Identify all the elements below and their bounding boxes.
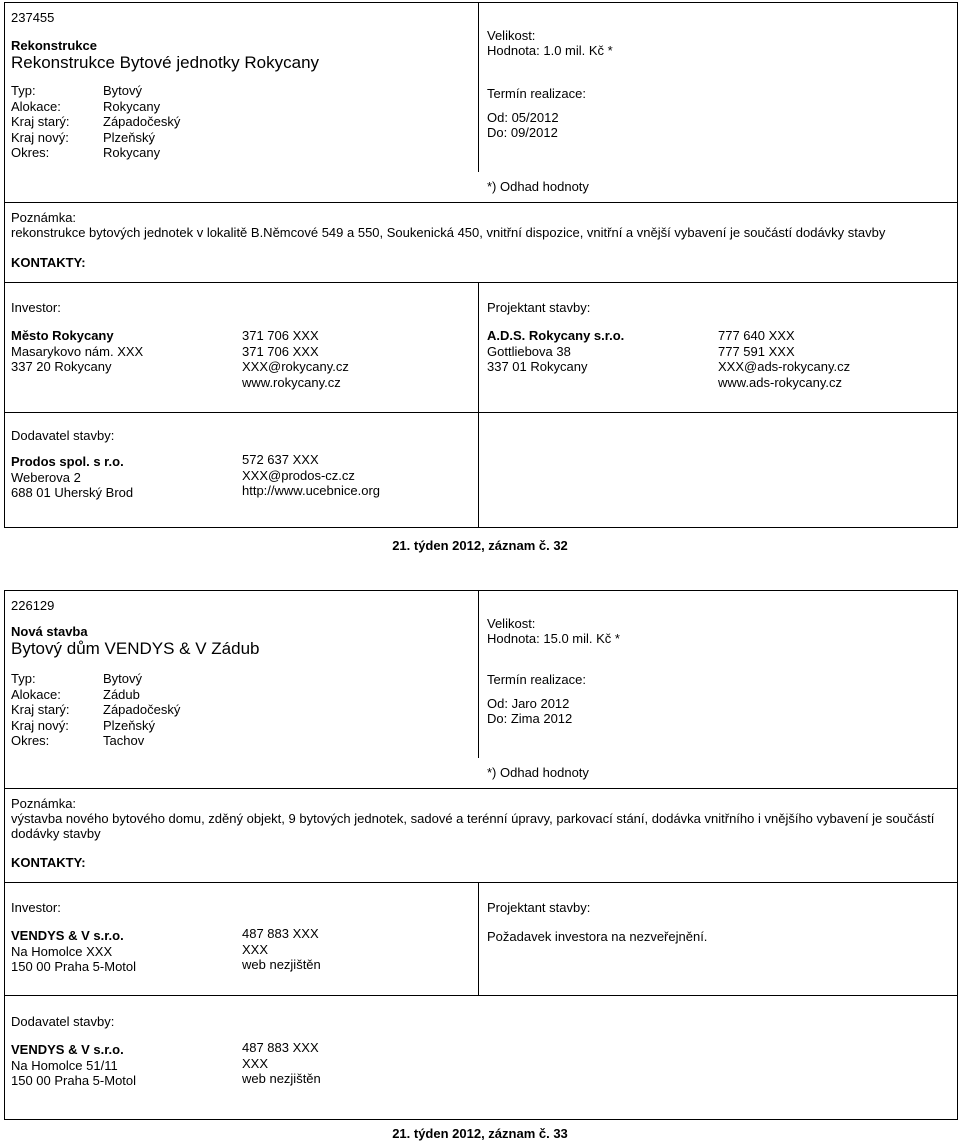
supplier-address (11, 454, 133, 501)
field-value: Rokycany (103, 145, 161, 160)
investor-name: VENDYS & V s.r.o. (11, 928, 124, 943)
term-label: Termín realizace: (487, 672, 586, 687)
field-values (103, 671, 180, 749)
field-value: Západočeský (103, 702, 181, 717)
record-frame (4, 590, 958, 1120)
estimate-note: *) Odhad hodnoty (487, 179, 589, 194)
field-label: Kraj starý: (11, 702, 70, 717)
supplier-address (11, 1042, 136, 1089)
field-values (103, 83, 180, 161)
designer-name: A.D.S. Rokycany s.r.o. (487, 328, 625, 343)
field-value: Tachov (103, 733, 145, 748)
supplier-address-line: 688 01 Uherský Brod (11, 485, 134, 500)
term-from: Od: 05/2012 (487, 110, 559, 125)
designer-phone: 777 640 XXX (718, 328, 795, 343)
field-label: Kraj nový: (11, 129, 69, 145)
note-label: Poznámka: (11, 210, 77, 225)
divider (478, 590, 479, 758)
term-to: Do: 09/2012 (487, 125, 558, 140)
supplier-contacts (242, 1040, 321, 1087)
field-label: Typ: (11, 671, 36, 686)
size-label: Velikost: (487, 28, 536, 43)
record-category: Rekonstrukce (11, 38, 97, 53)
divider (4, 788, 958, 789)
supplier-name: VENDYS & V s.r.o. (11, 1042, 124, 1057)
divider (478, 882, 479, 995)
contacts-heading: KONTAKTY: (11, 255, 86, 270)
supplier-phone: XXX (242, 1055, 269, 1071)
field-value: Plzeňský (103, 717, 156, 733)
record-id: 237455 (11, 10, 55, 25)
supplier-phone: 572 637 XXX (242, 452, 319, 467)
field-label: Kraj starý: (11, 114, 70, 129)
divider (4, 202, 958, 203)
contacts-heading: KONTAKTY: (11, 855, 86, 870)
investor-phone: 371 706 XXX (242, 343, 319, 359)
investor-address-line: Masarykovo nám. XXX (11, 343, 144, 359)
investor-address-line: 150 00 Praha 5-Motol (11, 959, 137, 974)
field-label: Okres: (11, 145, 50, 160)
field-value: Zádub (103, 686, 140, 702)
divider (478, 282, 479, 412)
supplier-address-line: Na Homolce 51/11 (11, 1057, 118, 1073)
field-value: Rokycany (103, 98, 161, 114)
designer-contacts (718, 328, 850, 390)
divider (478, 412, 479, 528)
divider (4, 282, 958, 283)
designer-label: Projektant stavby: (487, 300, 591, 315)
investor-email: XXX@rokycany.cz (242, 359, 349, 374)
supplier-web: web nezjištěn (242, 1071, 321, 1086)
supplier-phone: 487 883 XXX (242, 1040, 319, 1055)
investor-label: Investor: (11, 300, 61, 315)
record-id: 226129 (11, 598, 55, 613)
term-label: Termín realizace: (487, 86, 586, 101)
investor-address-line: 337 20 Rokycany (11, 359, 112, 374)
divider (4, 995, 958, 996)
designer-phone: 777 591 XXX (718, 343, 795, 359)
supplier-address-line: 150 00 Praha 5-Motol (11, 1073, 137, 1088)
size-label: Velikost: (487, 616, 536, 631)
investor-contacts (242, 926, 321, 973)
investor-address (11, 928, 136, 975)
record-frame (4, 2, 958, 528)
supplier-contacts (242, 452, 380, 499)
divider (478, 2, 479, 172)
divider (4, 882, 958, 883)
field-label: Kraj nový: (11, 717, 69, 733)
note-label: Poznámka: (11, 796, 77, 811)
investor-name: Město Rokycany (11, 328, 114, 343)
investor-address (11, 328, 143, 375)
divider (4, 412, 958, 413)
field-value: Bytový (103, 671, 143, 686)
note-text: rekonstrukce bytových jednotek v lokalitě B.Němcové 549 a 550, Soukenická 450, vnitřní dispozice, vnitřní a vnější vybavení je součástí dodávky stavby (11, 225, 886, 240)
record-footer: 21. týden 2012, záznam č. 33 (392, 1126, 568, 1141)
field-label: Okres: (11, 733, 50, 748)
note-text: dodávky stavby (11, 826, 101, 841)
investor-web: www.rokycany.cz (242, 374, 341, 390)
supplier-label: Dodavatel stavby: (11, 1014, 115, 1029)
supplier-web: http://www.ucebnice.org (242, 483, 381, 498)
supplier-email: XXX@prodos-cz.cz (242, 467, 355, 483)
field-label: Alokace: (11, 686, 61, 702)
field-value: Plzeňský (103, 129, 156, 145)
designer-web: www.ads-rokycany.cz (718, 374, 843, 390)
record-category: Nová stavba (11, 624, 88, 639)
designer-address-line: 337 01 Rokycany (487, 359, 588, 374)
field-value: Bytový (103, 83, 143, 98)
investor-contacts (242, 328, 349, 390)
investor-web: web nezjištěn (242, 957, 321, 972)
field-label: Alokace: (11, 98, 61, 114)
designer-address-line: Gottliebova 38 (487, 343, 571, 359)
record-footer: 21. týden 2012, záznam č. 32 (392, 538, 568, 553)
investor-phone: 371 706 XXX (242, 328, 319, 343)
term-to: Do: Zima 2012 (487, 711, 573, 726)
note-text: výstavba nového bytového domu, zděný objekt, 9 bytových jednotek, sadové a terénní úpravy, parkovací stání, dodávka vnitřního i vnějšího vybavení je součástí (11, 811, 935, 826)
investor-phone: XXX (242, 941, 269, 957)
size-value: Hodnota: 15.0 mil. Kč * (487, 631, 620, 646)
field-label: Typ: (11, 83, 36, 98)
designer-label: Projektant stavby: (487, 900, 591, 915)
record-title: Rekonstrukce Bytové jednotky Rokycany (11, 53, 320, 72)
designer-address (487, 328, 624, 375)
field-value: Západočeský (103, 114, 181, 129)
supplier-name: Prodos spol. s r.o. (11, 454, 124, 469)
size-value: Hodnota: 1.0 mil. Kč * (487, 43, 613, 58)
investor-phone: 487 883 XXX (242, 926, 319, 941)
designer-email: XXX@ads-rokycany.cz (718, 359, 851, 374)
designer-text: Požadavek investora na nezveřejnění. (487, 929, 708, 944)
supplier-label: Dodavatel stavby: (11, 428, 115, 443)
supplier-address-line: Weberova 2 (11, 469, 81, 485)
investor-label: Investor: (11, 900, 61, 915)
record-title: Bytový dům VENDYS & V Zádub (11, 639, 260, 658)
field-labels (11, 671, 70, 749)
field-labels (11, 83, 70, 161)
term-from: Od: Jaro 2012 (487, 696, 570, 711)
investor-address-line: Na Homolce XXX (11, 943, 113, 959)
estimate-note: *) Odhad hodnoty (487, 765, 589, 780)
